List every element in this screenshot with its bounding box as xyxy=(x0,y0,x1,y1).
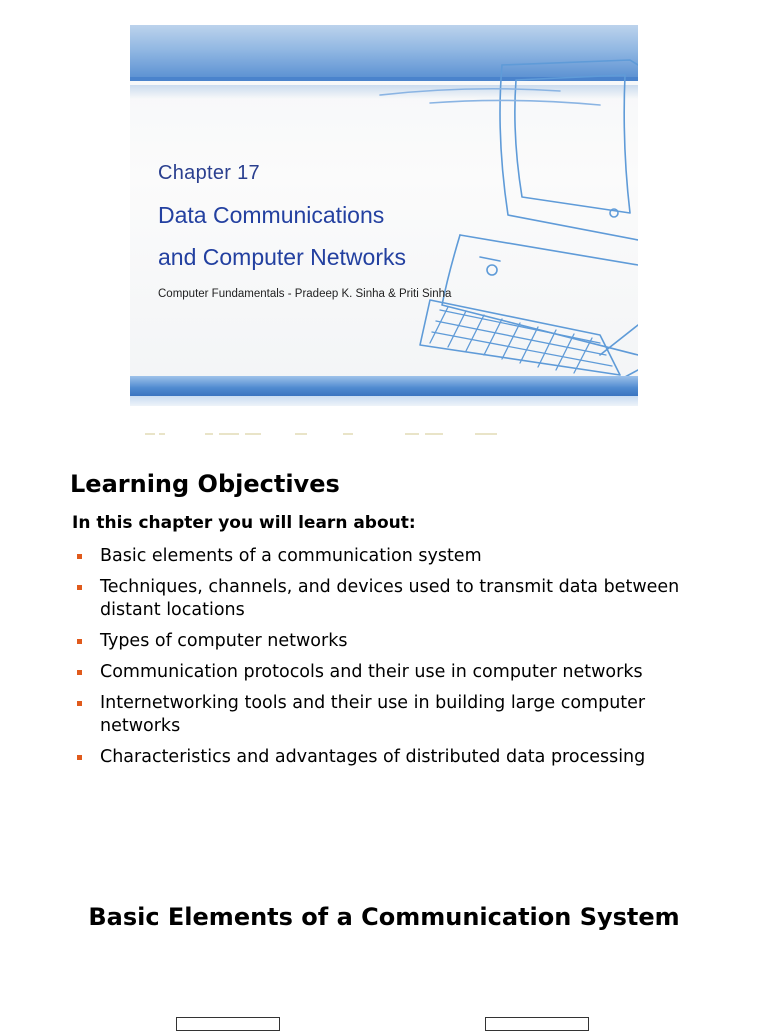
list-item xyxy=(72,545,722,568)
list-item xyxy=(72,746,722,769)
list-item-text: Types of computer networks xyxy=(100,631,348,651)
learning-objectives-list xyxy=(72,545,722,777)
stray-marks-decoration xyxy=(145,430,505,438)
square-bullet-icon xyxy=(77,755,82,760)
square-bullet-icon xyxy=(77,639,82,644)
square-bullet-icon xyxy=(77,701,82,706)
square-bullet-icon xyxy=(77,585,82,590)
diagram-box-right xyxy=(485,1017,589,1031)
list-item xyxy=(72,692,722,738)
list-item-text: Techniques, channels, and devices used to transmit data between distant locations xyxy=(100,577,680,620)
chapter-number: Chapter 17 xyxy=(158,162,260,184)
slide-bottom-band-shine xyxy=(130,396,638,406)
square-bullet-icon xyxy=(77,670,82,675)
list-item xyxy=(72,661,722,684)
section-heading: Basic Elements of a Communication System xyxy=(88,903,680,931)
list-item xyxy=(72,576,722,622)
slide-subtitle: Computer Fundamentals - Pradeep K. Sinha & Priti Sinha xyxy=(158,288,452,300)
title-slide xyxy=(130,25,638,406)
list-item-text: Communication protocols and their use in computer networks xyxy=(100,662,643,682)
diagram-box-left xyxy=(176,1017,280,1031)
square-bullet-icon xyxy=(77,554,82,559)
list-item-text: Internetworking tools and their use in building large computer networks xyxy=(100,693,646,736)
slide-title-line-1: Data Communications xyxy=(158,202,385,228)
list-item-text: Basic elements of a communication system xyxy=(100,546,482,566)
learning-objectives-intro: In this chapter you will learn about: xyxy=(72,513,416,533)
slide-title-line-2: and Computer Networks xyxy=(158,244,406,270)
learning-objectives-heading: Learning Objectives xyxy=(70,470,340,498)
list-item-text: Characteristics and advantages of distributed data processing xyxy=(100,747,646,767)
slide-bottom-band xyxy=(130,376,638,396)
list-item xyxy=(72,630,722,653)
